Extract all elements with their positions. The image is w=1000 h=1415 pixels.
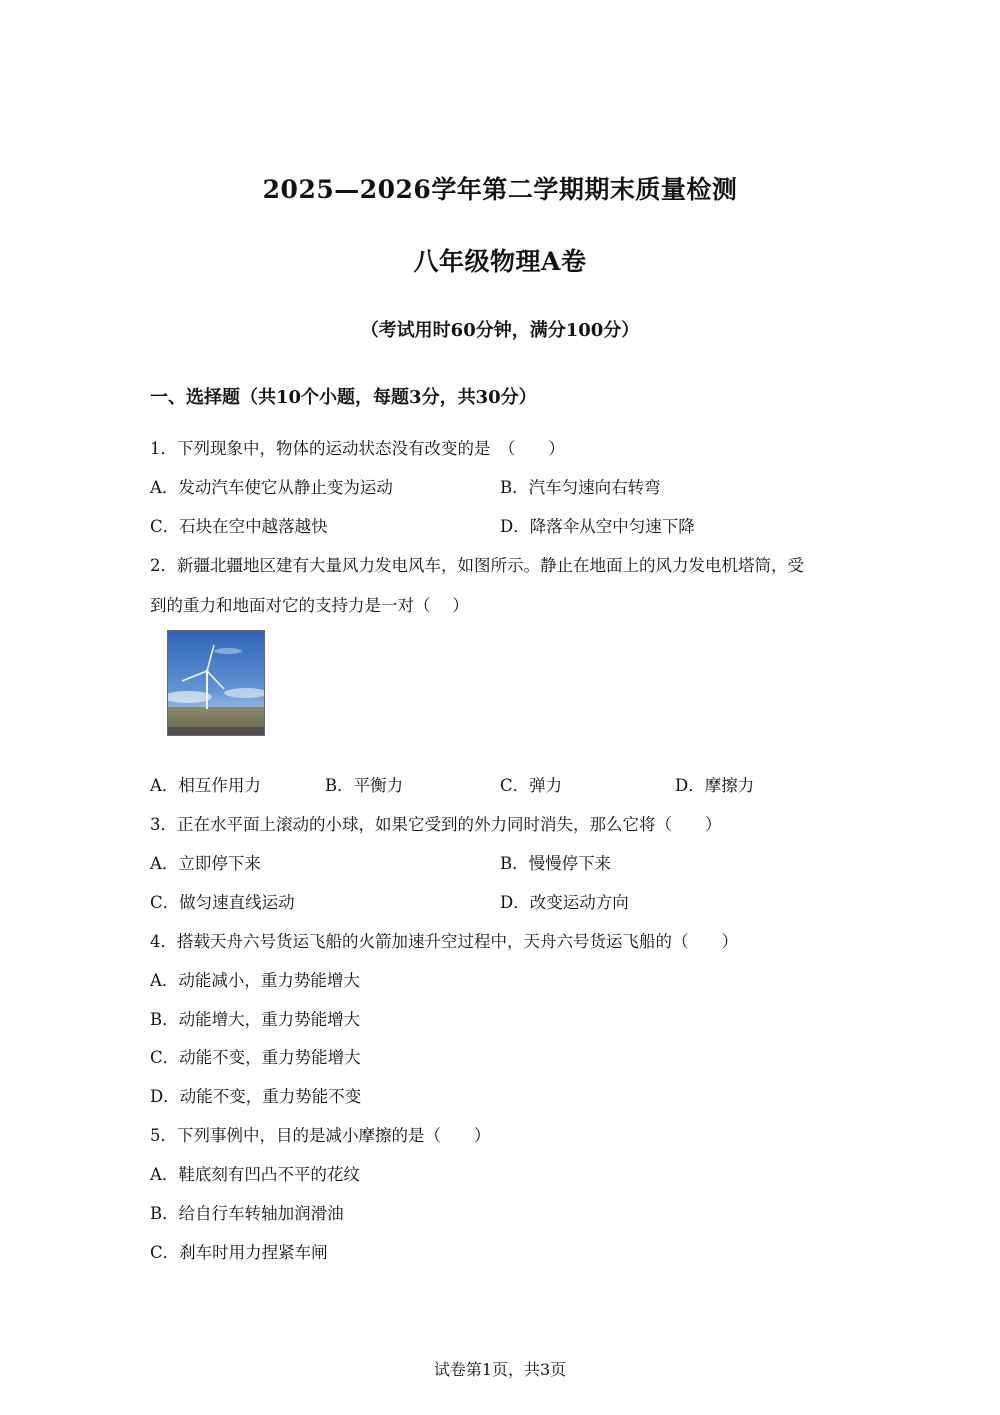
question-1-option-d: D．降落伞从空中匀速下降 [500,517,695,536]
question-3-option-b: B．慢慢停下来 [500,854,612,873]
section-heading: 一、选择题（共10个小题，每题3分，共30分） [150,387,537,408]
exam-info: （考试用时60分钟，满分100分） [360,320,640,341]
question-2-option-a: A．相互作用力 [150,776,261,795]
question-2-option-c: C．弹力 [500,776,563,795]
question-4-option-b: B．动能增大，重力势能增大 [150,1010,361,1029]
exam-title: 2025—2026学年第二学期期末质量检测 [262,175,738,204]
question-5-stem: 5．下列事例中，目的是减小摩擦的是（ ） [150,1126,491,1145]
wind-turbine-photo [167,630,265,736]
question-1-option-c: C．石块在空中越落越快 [150,517,328,536]
question-2-stem-line2: 到的重力和地面对它的支持力是一对（ ） [150,596,469,615]
question-4-option-d: D．动能不变，重力势能不变 [150,1087,362,1106]
question-5-option-a: A．鞋底刻有凹凸不平的花纹 [150,1165,360,1184]
question-5-option-c: C．刹车时用力捏紧车闸 [150,1243,328,1262]
exam-subtitle: 八年级物理A卷 [413,247,587,276]
question-3-option-c: C．做匀速直线运动 [150,893,295,912]
question-2-stem-line1: 2．新疆北疆地区建有大量风力发电风车，如图所示。静止在地面上的风力发电机塔筒，受 [150,556,804,575]
question-3-option-d: D．改变运动方向 [500,893,629,912]
question-4-option-c: C．动能不变，重力势能增大 [150,1048,361,1067]
question-1-option-a: A．发动汽车使它从静止变为运动 [150,478,393,497]
question-2-option-b: B．平衡力 [325,776,404,795]
question-3-option-a: A．立即停下来 [150,854,261,873]
page-footer: 试卷第1页，共3页 [433,1360,567,1379]
question-3-stem: 3．正在水平面上滚动的小球，如果它受到的外力同时消失，那么它将（ ） [150,815,722,834]
question-4-option-a: A．动能减小，重力势能增大 [150,971,360,990]
question-4-stem: 4．搭载天舟六号货运飞船的火箭加速升空过程中，天舟六号货运飞船的（ ） [150,932,738,951]
question-1-stem: 1．下列现象中，物体的运动状态没有改变的是 （ ） [150,439,565,458]
question-2-option-d: D．摩擦力 [675,776,755,795]
question-1-option-b: B．汽车匀速向右转弯 [500,478,661,497]
question-5-option-b: B．给自行车转轴加润滑油 [150,1204,344,1223]
